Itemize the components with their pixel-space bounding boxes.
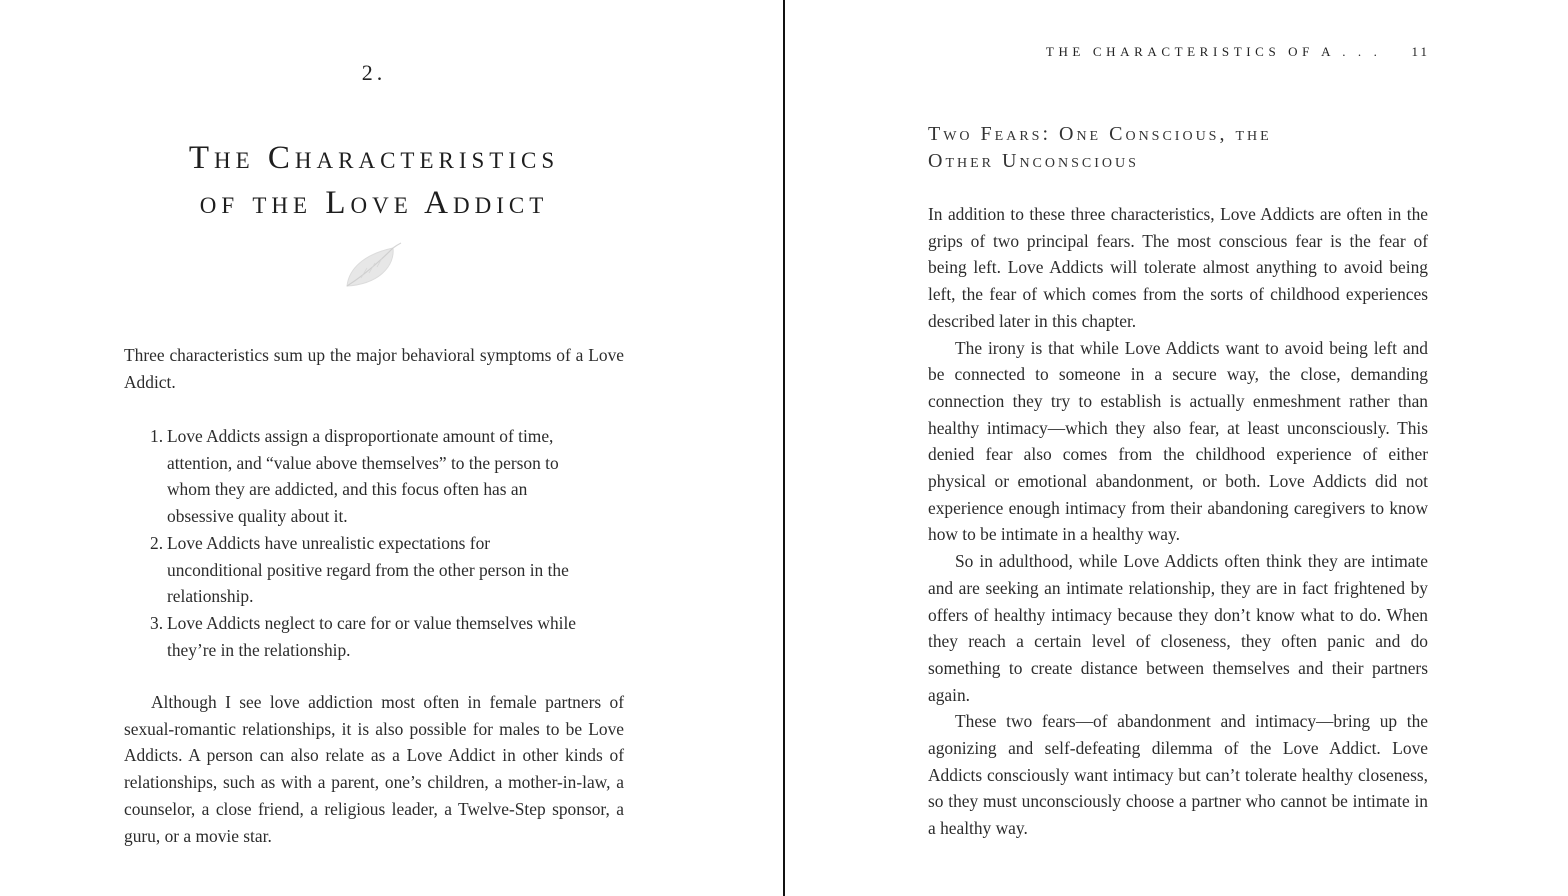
body-paragraph: Although I see love addiction most often in female partners of sexual-romantic relationships, it is also possible for males to be Love Addicts. A person can also relate as a Love Addict in other kinds of relationships, such as with a parent, one’s children, a mother-in-law, a counselor, a close friend, a religious leader, a Twelve-Step sponsor, a guru, or a movie star. <box>124 692 624 846</box>
leaf-icon <box>343 242 405 290</box>
list-item <box>150 423 580 530</box>
list-item <box>150 530 580 610</box>
list-item-text: Love Addicts assign a disproportionate amount of time, attention, and “value above themselves” to the person to whom they are addicted, and this focus often has an obsessive quality about it. <box>167 426 559 527</box>
list-item-text: Love Addicts neglect to care for or value themselves while they’re in the relationship. <box>167 612 577 660</box>
list-item-number: 2. <box>150 532 164 553</box>
list-item <box>150 610 580 663</box>
body-paragraph: So in adulthood, while Love Addicts often think they are intimate and are seeking an intimate relationship, they are in fact frightened by offers of healthy intimacy because they don’t know what to do. When they reach a certain level of closeness, they often panic and do something to create distance between themselves and their partners again. <box>928 551 1428 705</box>
running-head <box>1005 44 1430 60</box>
section-heading-line2: Other Unconscious <box>928 150 1139 172</box>
left-page <box>0 0 783 896</box>
page-number: 11 <box>1411 44 1430 59</box>
section-body <box>928 201 1428 842</box>
body-paragraph: In addition to these three characteristics, Love Addicts are often in the grips of two principal fears. The most conscious fear is the fear of being left. Love Addicts will tolerate almost anything to avoid being left, the fear of which comes from the sorts of childhood experiences described later in this chapter. <box>928 204 1428 331</box>
intro-paragraph: Three characteristics sum up the major behavioral symptoms of a Love Addict. <box>124 345 624 392</box>
chapter-number: 2. <box>361 60 387 85</box>
list-item-number: 1. <box>150 426 164 446</box>
characteristics-list <box>150 423 580 663</box>
list-item-text: Love Addicts have unrealistic expectations for unconditional positive regard from the other person in the relationship. <box>167 532 569 607</box>
right-page <box>785 0 1568 896</box>
chapter-title-line2: of the Love Addict <box>199 185 549 221</box>
list-item-number: 3. <box>150 612 164 633</box>
section-heading-line1: Two Fears: One Conscious, the <box>928 123 1272 145</box>
chapter-title <box>0 136 748 226</box>
chapter-title-line1: The Characteristics <box>188 140 560 176</box>
section-heading <box>928 121 1272 175</box>
running-head-title: THE CHARACTERISTICS OF A . . . <box>1045 44 1382 59</box>
body-paragraph: The irony is that while Love Addicts want to avoid being left and be connected to someone in a secure way, the close, demanding connection they try to establish is actually enmeshment rather than healthy intimacy—which they also fear, at least unconsciously. This denied fear also comes from the childhood experience of either physical or emotional abandonment, or both. Love Addicts did not experience enough intimacy from their abandoning caregivers to know how to be intimate in a healthy way. <box>928 337 1428 545</box>
body-paragraph: These two fears—of abandonment and intimacy—bring up the agonizing and self-defeating dilemma of the Love Addict. Love Addicts consciously want intimacy but can’t tolerate healthy closeness, so they must unconsciously choose a partner who cannot be intimate in a healthy way. <box>928 711 1428 839</box>
